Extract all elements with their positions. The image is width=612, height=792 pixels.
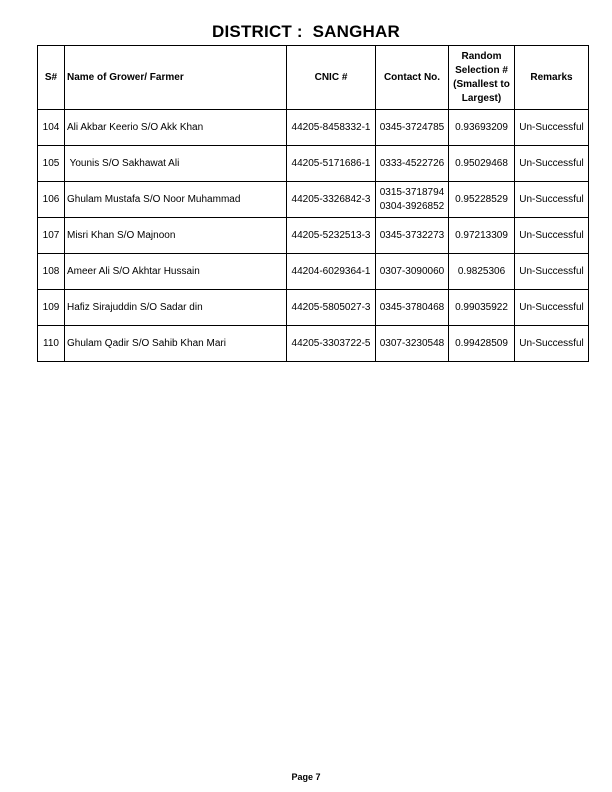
cell-random-selection: 0.95029468 — [449, 146, 515, 182]
table-row — [38, 110, 589, 146]
contact-number: 0307-3090060 — [379, 265, 445, 277]
cell-sn: 108 — [38, 254, 65, 290]
table-row — [38, 326, 589, 362]
cell-name: Ali Akbar Keerio S/O Akk Khan — [65, 110, 287, 146]
page-title: DISTRICT : SANGHAR — [212, 22, 400, 41]
cell-contact — [376, 146, 449, 182]
cell-cnic: 44204-6029364-1 — [287, 254, 376, 290]
cell-random-selection: 0.93693209 — [449, 110, 515, 146]
table-row — [38, 146, 589, 182]
header-cnic: CNIC # — [287, 46, 376, 110]
grower-table — [37, 45, 589, 362]
cell-sn: 110 — [38, 326, 65, 362]
cell-sn: 104 — [38, 110, 65, 146]
cell-remarks: Un-Successful — [515, 218, 589, 254]
contact-number: 0333-4522726 — [379, 157, 445, 169]
page-number: Page 7 — [291, 772, 321, 782]
contact-number: 0345-3732273 — [379, 229, 445, 241]
header-remarks: Remarks — [515, 46, 589, 110]
cell-contact — [376, 182, 449, 218]
cell-remarks: Un-Successful — [515, 110, 589, 146]
cell-remarks: Un-Successful — [515, 182, 589, 218]
table-row — [38, 254, 589, 290]
cell-contact — [376, 254, 449, 290]
cell-remarks: Un-Successful — [515, 146, 589, 182]
cell-cnic: 44205-3326842-3 — [287, 182, 376, 218]
contact-number: 0315-3718794 — [379, 186, 445, 198]
header-sn: S# — [38, 46, 65, 110]
cell-random-selection: 0.97213309 — [449, 218, 515, 254]
cell-name: Younis S/O Sakhawat Ali — [65, 146, 287, 182]
cell-name: Ghulam Qadir S/O Sahib Khan Mari — [65, 326, 287, 362]
contact-number: 0307-3230548 — [379, 337, 445, 349]
cell-cnic: 44205-5232513-3 — [287, 218, 376, 254]
cell-random-selection: 0.99035922 — [449, 290, 515, 326]
contact-number: 0345-3724785 — [379, 121, 445, 133]
cell-contact — [376, 218, 449, 254]
table-row — [38, 290, 589, 326]
cell-name: Ameer Ali S/O Akhtar Hussain — [65, 254, 287, 290]
cell-name: Hafiz Sirajuddin S/O Sadar din — [65, 290, 287, 326]
table-row — [38, 218, 589, 254]
cell-random-selection: 0.99428509 — [449, 326, 515, 362]
header-random-selection: Random Selection # (Smallest to Largest) — [449, 46, 515, 110]
cell-cnic: 44205-3303722-5 — [287, 326, 376, 362]
cell-cnic: 44205-8458332-1 — [287, 110, 376, 146]
cell-name: Ghulam Mustafa S/O Noor Muhammad — [65, 182, 287, 218]
cell-random-selection: 0.9825306 — [449, 254, 515, 290]
cell-contact — [376, 290, 449, 326]
cell-sn: 107 — [38, 218, 65, 254]
cell-contact — [376, 110, 449, 146]
cell-sn: 105 — [38, 146, 65, 182]
header-name: Name of Grower/ Farmer — [65, 46, 287, 110]
cell-contact — [376, 326, 449, 362]
cell-remarks: Un-Successful — [515, 326, 589, 362]
table-row — [38, 182, 589, 218]
cell-remarks: Un-Successful — [515, 290, 589, 326]
cell-sn: 106 — [38, 182, 65, 218]
cell-random-selection: 0.95228529 — [449, 182, 515, 218]
cell-name: Misri Khan S/O Majnoon — [65, 218, 287, 254]
cell-cnic: 44205-5171686-1 — [287, 146, 376, 182]
table-header-row — [38, 46, 589, 110]
contact-number: 0345-3780468 — [379, 301, 445, 313]
cell-remarks: Un-Successful — [515, 254, 589, 290]
contact-number-secondary: 0304-3926852 — [379, 200, 445, 212]
header-contact: Contact No. — [376, 46, 449, 110]
cell-sn: 109 — [38, 290, 65, 326]
cell-cnic: 44205-5805027-3 — [287, 290, 376, 326]
